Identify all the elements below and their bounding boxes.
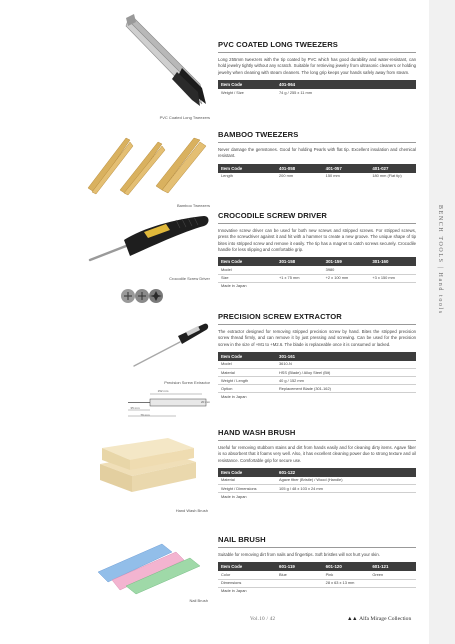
- spec-table: [218, 352, 416, 401]
- spec-cell: HSS (Blade) / Alloy Steel (Bit): [276, 369, 416, 377]
- crocodile-screwdriver-caption: Crocodile Screw Driver: [169, 276, 210, 281]
- section-title: NAIL BRUSH: [218, 535, 266, 544]
- spec-cell: 3980: [323, 266, 370, 274]
- spec-cell: Agave fiber (Bristle) / Wood (Handle): [276, 477, 416, 485]
- spec-cell: 180 mm (Flat tip): [372, 173, 402, 179]
- dimension-label-35: 35 mm: [130, 406, 140, 410]
- spec-cell: Weight / Size: [221, 89, 244, 95]
- spec-header-cell: Item Code: [218, 80, 276, 89]
- brand-footer: [347, 616, 411, 622]
- spec-row: [218, 274, 416, 282]
- section-title: PVC COATED LONG TWEEZERS: [218, 40, 338, 49]
- precision-extractor-section: [218, 312, 416, 401]
- divider: [218, 547, 416, 548]
- precision-extractor-caption: Precision Screw Extractor: [164, 380, 210, 385]
- precision-extractor-image: [126, 306, 212, 376]
- pvc-tweezers-section: [218, 40, 416, 97]
- spec-cell: 74 g / 255 x 11 mm: [279, 89, 313, 95]
- section-description: Innovative screw driver can be used for both new screws and stripped screws. For stripped screws, press the screwdriver against it and hit with a hammer to create a new groove. The unique shape of tip bites into stripped screw and remove it easily. The tip has a magnet to catch screws securely. Crocodile handle for less slipping and comfortable grip.: [218, 228, 416, 252]
- section-description: Never damage the gemstones. Good for holding Pearls with flat tip. Excellent insulation and chemical resistant.: [218, 147, 416, 159]
- section-title: PRECISION SCREW EXTRACTOR: [218, 312, 342, 321]
- dimension-label-20: 20 mm: [201, 400, 211, 404]
- spec-header-cell: Item Code: [218, 164, 276, 173]
- section-description: Useful for removing stubborn stains and dirt from hands easily and for cleaning dirty items. Agave fiber is so absorbent that it foams very well. Also, it has excellent cleaning power due to strong texture and oil resistance. Comfortable grip for secure use.: [218, 445, 416, 463]
- divider: [218, 142, 416, 143]
- spec-header-row: [218, 80, 416, 89]
- spec-table: [218, 164, 416, 181]
- spec-header-cell: 301-158: [276, 257, 323, 266]
- section-description: Suitable for removing dirt from nails and fingertips. Soft bristles will not hurt your skin.: [218, 552, 380, 557]
- spec-row: [218, 579, 416, 587]
- spec-header-cell: 301-161: [276, 352, 416, 361]
- spec-cell: 150 mm: [325, 173, 340, 179]
- spec-cell: Dimensions: [218, 579, 276, 587]
- spec-header-cell: 401-058: [276, 164, 323, 173]
- spec-cell: Made in Japan: [221, 393, 247, 399]
- pvc-tweezers-caption: PVC Coated Long Tweezers: [159, 115, 210, 120]
- spec-cell: Length: [221, 173, 233, 179]
- divider: [218, 223, 416, 224]
- nail-brush-caption: Nail Brush: [189, 598, 208, 603]
- side-tab-label: BENCH TOOLS | Hand tools: [437, 205, 443, 315]
- spec-table: [218, 80, 416, 97]
- spec-header-row: [218, 164, 416, 173]
- side-tab: [429, 0, 455, 644]
- spec-cell: [276, 266, 323, 274]
- spec-row: [218, 485, 416, 493]
- spec-row: [218, 571, 416, 579]
- divider: [218, 440, 416, 441]
- hand-wash-brush-caption: Hand Wash Brush: [175, 508, 208, 513]
- spec-table: [218, 468, 416, 501]
- spec-row: [218, 377, 416, 385]
- page-number: Vol.10 / 42: [250, 617, 276, 622]
- spec-header-row: [218, 352, 416, 361]
- spec-header-cell: Item Code: [218, 562, 276, 571]
- pvc-tweezers-image: [122, 10, 214, 108]
- spec-header-row: [218, 468, 416, 477]
- spec-cell: Weight / Length: [218, 377, 276, 385]
- spec-cell: 40 g / 152 mm: [276, 377, 416, 385]
- spec-table: [218, 562, 416, 595]
- bamboo-tweezers-image: [82, 130, 210, 196]
- spec-cell: Replacement Blade (301-162): [276, 385, 416, 393]
- dimension-label-76: 76 mm: [140, 413, 150, 417]
- divider: [218, 324, 416, 325]
- spec-cell: +2 x 100 mm: [323, 274, 370, 282]
- crocodile-screwdriver-image: [86, 208, 212, 270]
- spec-row: [218, 89, 416, 97]
- divider: [218, 52, 416, 53]
- spec-cell: [276, 579, 323, 587]
- screw-head-detail-icon: [120, 285, 166, 307]
- spec-row: [218, 385, 416, 393]
- spec-header-cell: 601-122: [276, 468, 416, 477]
- brand-logo-icon: ▲▲: [347, 616, 358, 622]
- spec-cell: Model: [218, 266, 276, 274]
- spec-row: [218, 493, 416, 501]
- section-description: The extractor designed for removing stripped precision screw by hand. Bites the stripped precision screw thread firmly, and can remove it by just pressing and screwing. Can be used for the precision screw in the size of +M1 to +M2.6. The blade is replaceable once it is consumed or lacked.: [218, 329, 416, 347]
- spec-row: [218, 282, 416, 290]
- spec-header-cell: 401-064: [276, 80, 416, 89]
- spec-cell: +1 x 75 mm: [276, 274, 323, 282]
- spec-cell: 28 x 63 x 13 mm: [323, 579, 370, 587]
- spec-row: [218, 587, 416, 595]
- spec-row: [218, 266, 416, 274]
- spec-header-cell: 601-121: [369, 562, 416, 571]
- spec-row: [218, 369, 416, 377]
- spec-row: [218, 393, 416, 401]
- dimension-label-152: 152 mm: [157, 389, 169, 393]
- spec-cell: 3610-N: [276, 361, 416, 369]
- spec-cell: Material: [218, 477, 276, 485]
- spec-cell: Option: [218, 385, 276, 393]
- spec-cell: 200 mm: [279, 173, 294, 179]
- nail-brush-section: [218, 535, 416, 595]
- spec-cell: Color: [218, 571, 276, 579]
- spec-header-cell: Item Code: [218, 468, 276, 477]
- spec-cell: 105 g / 48 x 103 x 24 mm: [276, 485, 416, 493]
- spec-header-row: [218, 257, 416, 266]
- bamboo-tweezers-caption: Bamboo Tweezers: [176, 203, 210, 208]
- nail-brush-image: [92, 528, 214, 596]
- spec-row: [218, 173, 416, 181]
- hand-wash-brush-section: [218, 428, 416, 501]
- spec-table: [218, 257, 416, 290]
- spec-cell: Blue: [276, 571, 323, 579]
- spec-cell: [369, 266, 416, 274]
- spec-row: [218, 477, 416, 485]
- spec-cell: Model: [218, 361, 276, 369]
- spec-cell: Pink: [323, 571, 370, 579]
- spec-cell: Material: [218, 369, 276, 377]
- spec-header-cell: 401-027: [369, 164, 416, 173]
- hand-wash-brush-image: [88, 434, 212, 502]
- spec-header-row: [218, 562, 416, 571]
- spec-cell: Size: [218, 274, 276, 282]
- section-title: BAMBOO TWEEZERS: [218, 130, 299, 139]
- spec-cell: Made in Japan: [221, 283, 247, 289]
- bamboo-tweezers-section: [218, 130, 416, 181]
- spec-header-cell: 601-120: [323, 562, 370, 571]
- spec-cell: +3 x 150 mm: [369, 274, 416, 282]
- spec-header-cell: 401-057: [323, 164, 370, 173]
- section-title: CROCODILE SCREW DRIVER: [218, 211, 327, 220]
- section-title: HAND WASH BRUSH: [218, 428, 296, 437]
- spec-header-cell: Item Code: [218, 352, 276, 361]
- crocodile-screwdriver-section: [218, 211, 416, 290]
- spec-header-cell: Item Code: [218, 257, 276, 266]
- spec-cell: Weight / Dimensions: [218, 485, 276, 493]
- spec-cell: Made in Japan: [221, 493, 247, 499]
- brand-name: Alfa Mirage Collection: [359, 616, 412, 622]
- section-description: Long 255mm tweezers with the tip coated by PVC which has good durability and water-resistant, can hold jewelry tightly without any scratch. Suitable for retrieving jewelry from ultrasonic cleaners or holding jewelry when cleaning with steam cleaners. The long grip keeps your hands safely away from steam.: [218, 57, 416, 75]
- spec-row: [218, 361, 416, 369]
- spec-cell: Green: [369, 571, 416, 579]
- spec-cell: Made in Japan: [221, 588, 247, 594]
- spec-cell: [369, 579, 416, 587]
- spec-header-cell: 301-159: [323, 257, 370, 266]
- spec-header-cell: 601-119: [276, 562, 323, 571]
- spec-header-cell: 301-160: [369, 257, 416, 266]
